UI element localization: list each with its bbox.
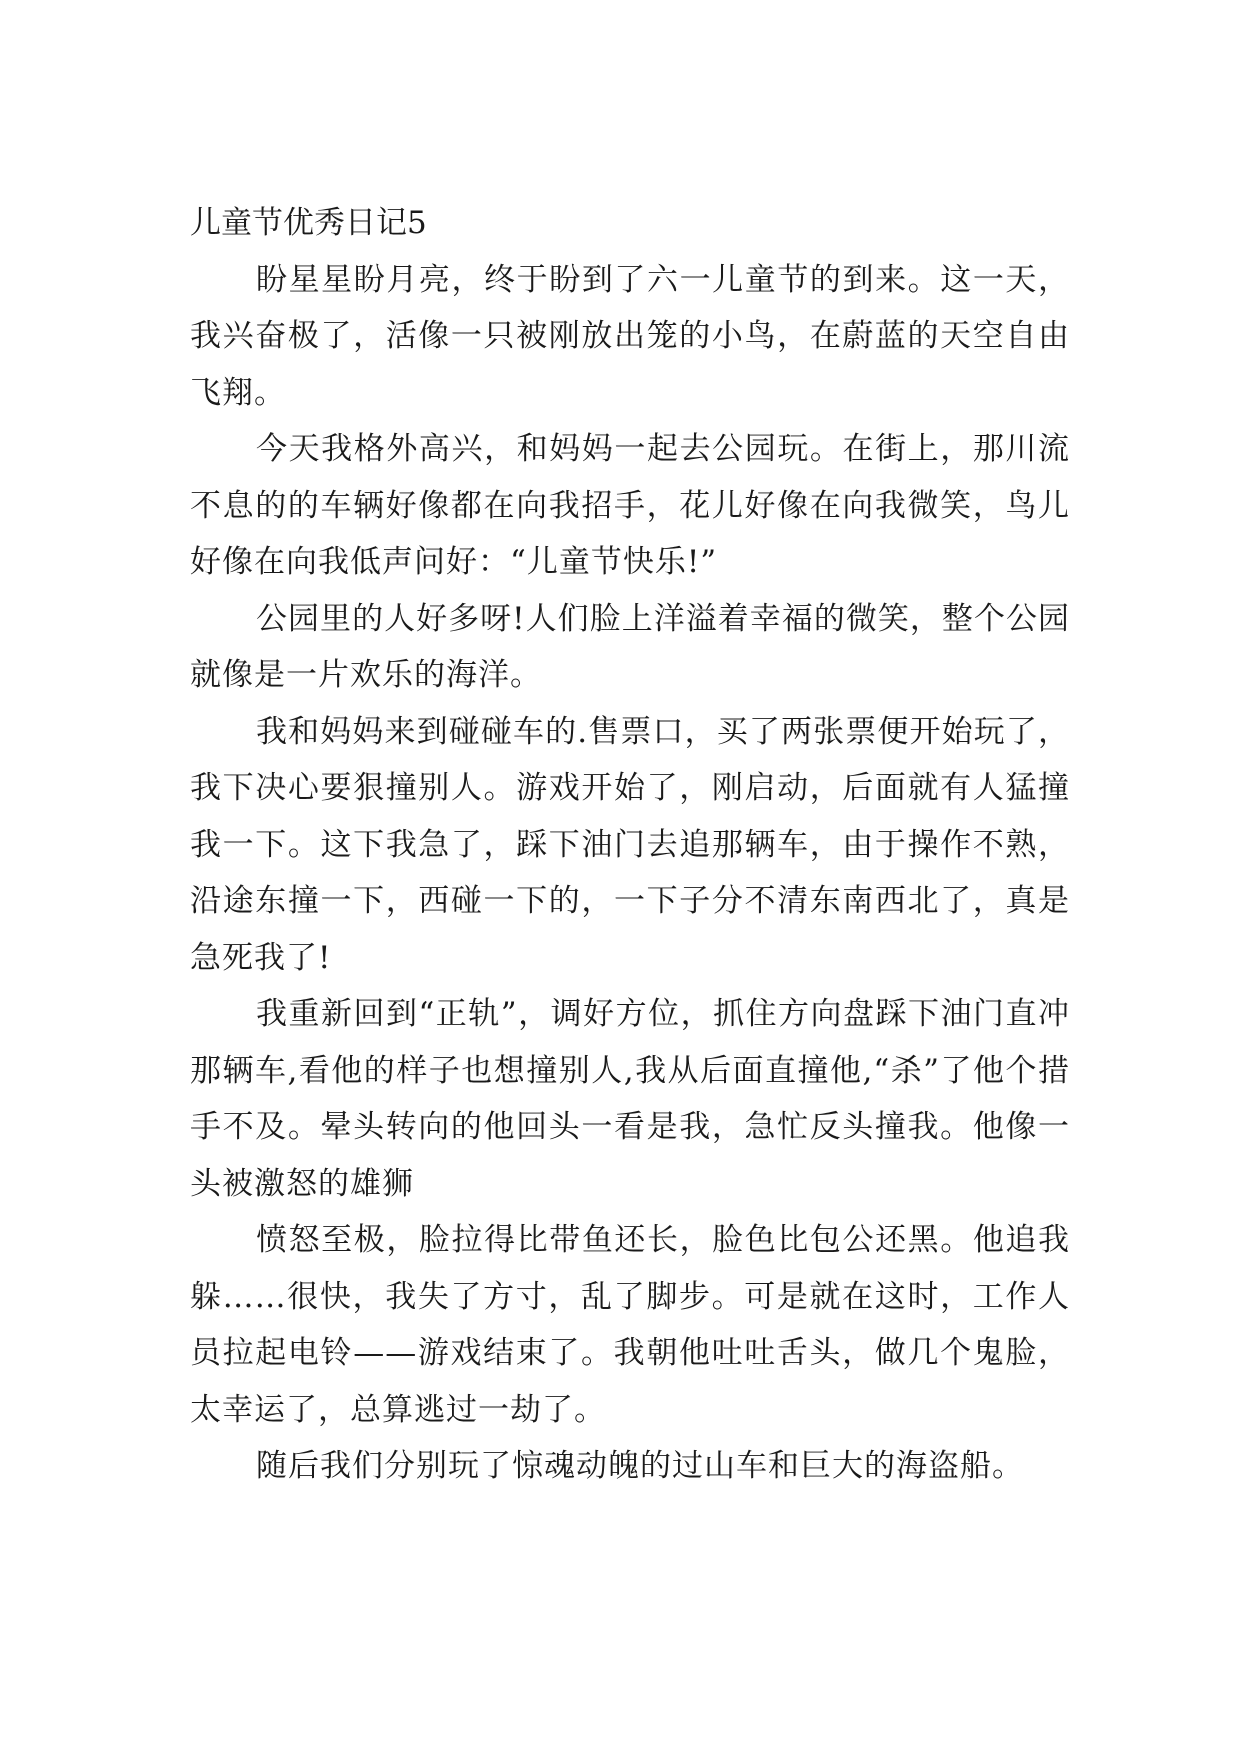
- document-page: [190, 195, 1070, 1495]
- paragraph-5: 我重新回到“正轨”，调好方位，抓住方向盘踩下油门直冲那辆车,看他的样子也想撞别人,我从后面直撞他,“杀”了他个措手不及。晕头转向的他回头一看是我，急忙反头撞我。他像一头被激怒的雄狮: [190, 996, 1070, 1202]
- document-title: 儿童节优秀日记5: [190, 205, 427, 241]
- paragraph-4: 我和妈妈来到碰碰车的.售票口，买了两张票便开始玩了，我下决心要狠撞别人。游戏开始了，刚启动，后面就有人猛撞我一下。这下我急了，踩下油门去追那辆车，由于操作不熟，沿途东撞一下，西碰一下的，一下子分不清东南西北了，真是急死我了!: [190, 713, 1070, 976]
- paragraph-6: 愤怒至极，脸拉得比带鱼还长，脸色比包公还黑。他追我躲……很快，我失了方寸，乱了脚步。可是就在这时，工作人员拉起电铃——游戏结束了。我朝他吐吐舌头，做几个鬼脸，太幸运了，总算逃过一劫了。: [190, 1222, 1070, 1428]
- paragraph-2: 今天我格外高兴，和妈妈一起去公园玩。在街上，那川流不息的的车辆好像都在向我招手，花儿好像在向我微笑，鸟儿好像在向我低声问好：“儿童节快乐!”: [190, 431, 1070, 580]
- paragraph-1: 盼星星盼月亮，终于盼到了六一儿童节的到来。这一天，我兴奋极了，活像一只被刚放出笼的小鸟，在蔚蓝的天空自由飞翔。: [190, 261, 1070, 411]
- paragraph-7: 随后我们分别玩了惊魂动魄的过山车和巨大的海盗船。: [256, 1448, 1024, 1484]
- paragraph-3: 公园里的人好多呀!人们脸上洋溢着幸福的微笑，整个公园就像是一片欢乐的海洋。: [190, 600, 1070, 693]
